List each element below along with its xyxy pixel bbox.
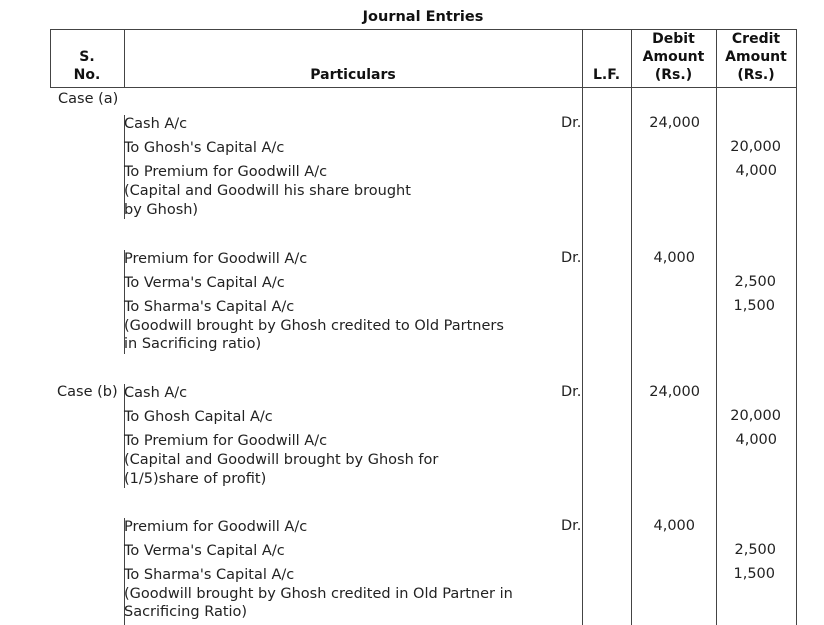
particular-line: To Ghosh Capital A/c <box>124 409 273 425</box>
header-lf: L.F. <box>592 67 621 83</box>
particular-line: To Sharma's Capital A/c <box>124 567 295 583</box>
credit-amount: 1,500 <box>733 566 775 582</box>
header-particulars: Particulars <box>310 67 396 83</box>
particular-line: To Premium for Goodwill A/c <box>124 433 328 449</box>
debit-amount: 4,000 <box>653 518 695 534</box>
credit-amount: 20,000 <box>730 408 781 424</box>
col-border-debit <box>716 29 717 625</box>
col-border-particulars <box>582 29 583 625</box>
col-border-credit <box>796 29 797 625</box>
debit-amount: 4,000 <box>653 250 695 266</box>
particular-line: To Verma's Capital A/c <box>124 275 285 291</box>
particular-line: To Premium for Goodwill A/c <box>124 164 328 180</box>
particular-line: To Ghosh's Capital A/c <box>124 140 285 156</box>
particular-narration: (1/5)share of profit) <box>124 471 267 487</box>
dr-label: Dr. <box>561 250 582 266</box>
particular-line: Cash A/c <box>124 116 188 132</box>
particular-line: To Sharma's Capital A/c <box>124 299 295 315</box>
header-debit: Debit Amount (Rs.) <box>642 31 705 83</box>
particular-line: Cash A/c <box>124 385 188 401</box>
debit-amount: 24,000 <box>649 384 700 400</box>
particular-narration: (Capital and Goodwill brought by Ghosh for <box>124 452 439 468</box>
dr-label: Dr. <box>561 115 582 131</box>
case-b-label: Case (b) <box>57 384 118 400</box>
credit-amount: 2,500 <box>734 542 776 558</box>
credit-amount: 1,500 <box>733 298 775 314</box>
credit-amount: 4,000 <box>735 432 777 448</box>
particular-narration: Sacrificing Ratio) <box>124 604 248 620</box>
dr-label: Dr. <box>561 518 582 534</box>
credit-amount: 20,000 <box>730 139 781 155</box>
case-a-label: Case (a) <box>58 91 119 107</box>
credit-amount: 4,000 <box>735 163 777 179</box>
debit-amount: 24,000 <box>649 115 700 131</box>
particular-narration: by Ghosh) <box>124 202 199 218</box>
header-credit: Credit Amount (Rs.) <box>725 31 787 83</box>
table-header-border <box>50 87 796 88</box>
particular-narration: (Goodwill brought by Ghosh credited to Old Partners <box>124 318 504 334</box>
header-sno: S. No. <box>73 49 101 83</box>
particular-line: Premium for Goodwill A/c <box>124 251 308 267</box>
col-border-lf <box>631 29 632 625</box>
particular-narration: in Sacrificing ratio) <box>124 336 262 352</box>
particular-narration: (Goodwill brought by Ghosh credited in Old Partner in <box>124 586 513 602</box>
dr-label: Dr. <box>561 384 582 400</box>
particular-line: To Verma's Capital A/c <box>124 543 285 559</box>
particular-narration: (Capital and Goodwill his share brought <box>124 183 411 199</box>
page-title: Journal Entries <box>362 9 484 25</box>
credit-amount: 2,500 <box>734 274 776 290</box>
particular-line: Premium for Goodwill A/c <box>124 519 308 535</box>
